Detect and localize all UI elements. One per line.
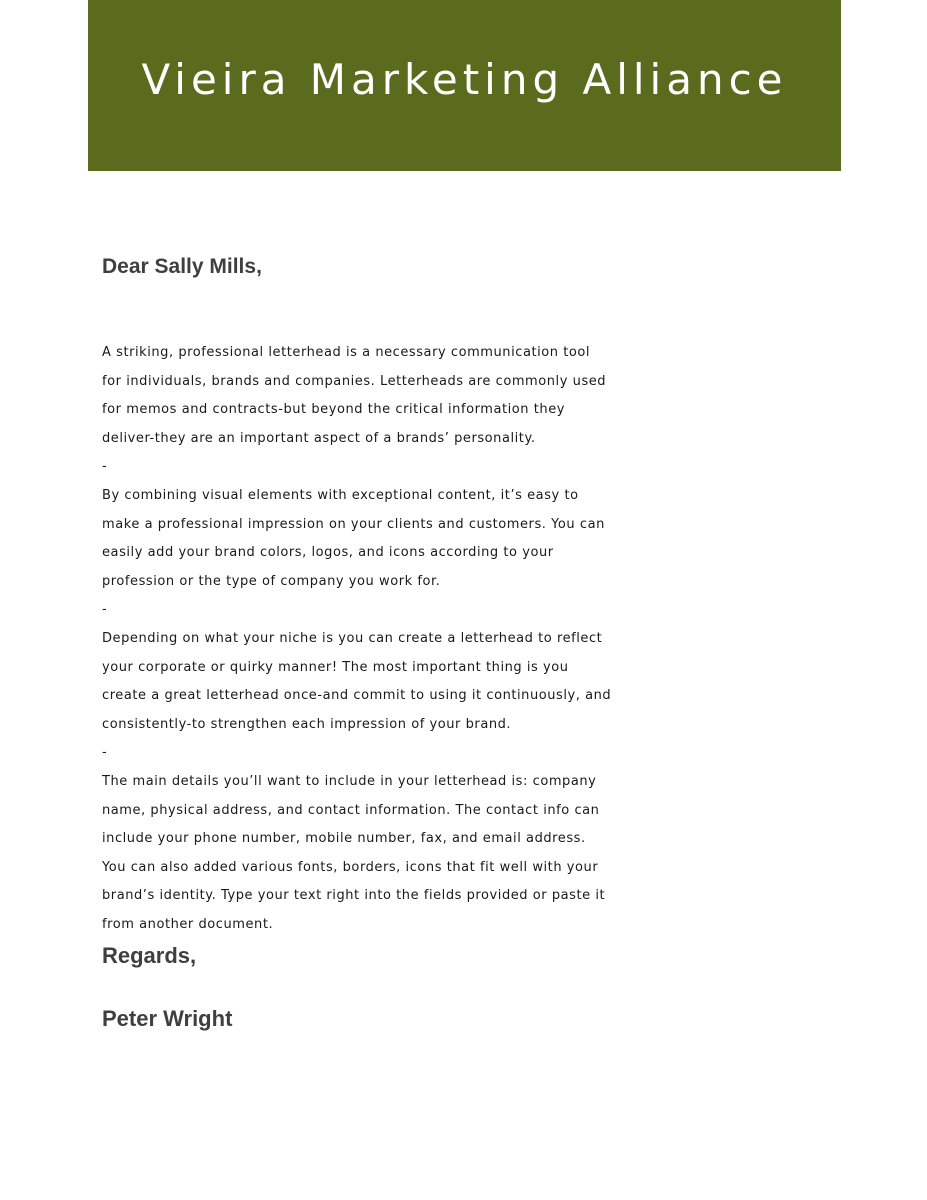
body-paragraph-3: Depending on what your niche is you can create a letterhead to reflect your corporate or quirky manner! The most important thing is you create a great letterhead once-and commit to using it continuously, and consistently-to strengthen each impression of your brand. <box>102 630 612 732</box>
body-paragraph-1: A striking, professional letterhead is a necessary communication tool for individuals, brands and companies. Letterheads are commonly used for memos and contracts-but beyond the critical information they deliver-they are an important aspect of a brands’ personality. <box>102 345 607 446</box>
closing: Regards, <box>102 943 197 968</box>
salutation: Dear Sally Mills, <box>102 255 262 278</box>
paragraph-separator-1: - <box>102 459 108 475</box>
letter-body <box>102 339 612 939</box>
paragraph-separator-3: - <box>102 745 108 761</box>
company-name: Vieira Marketing Alliance <box>141 55 788 104</box>
body-paragraph-2: By combining visual elements with exceptional content, it’s easy to make a professional impression on your clients and customers. You can easily add your brand colors, logos, and icons according to your profession or the type of company you work for. <box>102 487 605 589</box>
signature-name: Peter Wright <box>102 1006 233 1031</box>
letterhead-banner <box>88 0 841 171</box>
body-paragraph-4: The main details you’ll want to include in your letterhead is: company name, physical address, and contact information. The contact info can include your phone number, mobile number, fax, and email address. You can also added various fonts, borders, icons that fit well with your brand’s identity. Type your text right into the fields provided or paste it from another document. <box>102 773 606 932</box>
paragraph-separator-2: - <box>102 602 108 618</box>
